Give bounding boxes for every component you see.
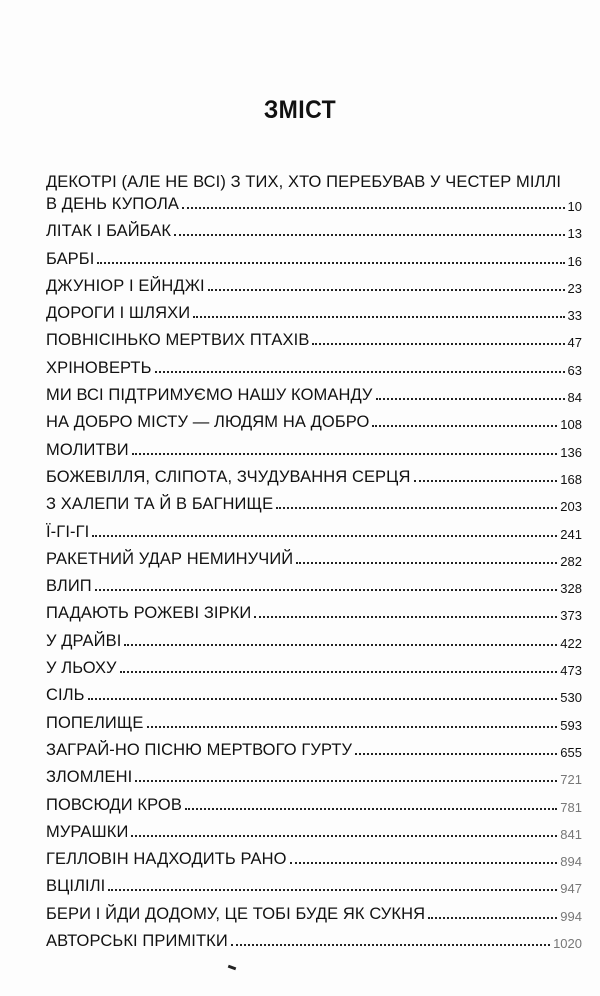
dot-leader [155, 371, 565, 373]
toc-entry-title: СІЛЬ [46, 686, 85, 705]
dot-leader [414, 480, 558, 482]
toc-entry[interactable] [46, 924, 582, 951]
toc-entry-page-number: 13 [567, 226, 582, 242]
table-of-contents [46, 172, 582, 951]
dot-leader [120, 671, 558, 673]
dot-leader [372, 425, 557, 427]
page-title: ЗМІСТ [263, 96, 337, 124]
toc-entry[interactable] [46, 460, 582, 487]
toc-entry-title: ВЦІЛІЛІ [46, 877, 106, 896]
toc-entry[interactable] [46, 678, 582, 705]
toc-entry[interactable] [46, 296, 582, 323]
toc-entry-title: Ї-ГІ-ГІ [46, 522, 90, 541]
toc-entry-title: АВТОРСЬКІ ПРИМІТКИ [46, 932, 228, 951]
dot-leader [124, 644, 557, 646]
toc-entry-page-number: 84 [567, 390, 582, 406]
toc-entry-page-number: 282 [560, 553, 582, 569]
toc-entry-page-number: 947 [560, 881, 582, 897]
toc-entry-page-number: 994 [560, 908, 582, 924]
dot-leader [92, 535, 557, 537]
toc-entry-page-number: 721 [560, 772, 582, 788]
dot-leader [428, 917, 557, 919]
dot-leader [97, 262, 564, 264]
toc-entry-page-number: 203 [560, 499, 582, 515]
toc-entry-page-number: 422 [560, 635, 582, 651]
toc-entry-title: В ДЕНЬ КУПОЛА [46, 195, 180, 213]
toc-entry-title: БЕРИ І ЙДИ ДОДОМУ, ЦЕ ТОБІ БУДЕ ЯК СУКНЯ [46, 904, 426, 923]
toc-entry-page-number: 63 [567, 362, 582, 378]
toc-entry[interactable] [46, 623, 582, 650]
toc-entry[interactable] [46, 787, 582, 814]
dot-leader [296, 562, 557, 564]
toc-entry[interactable] [46, 192, 582, 214]
toc-entry-title: ДЖУНІОР І ЕЙНДЖІ [46, 276, 205, 295]
dot-leader [355, 753, 557, 755]
toc-entry[interactable] [46, 705, 582, 732]
toc-entry-page-number: 328 [560, 581, 582, 597]
toc-entry-title: БОЖЕВІЛЛЯ, СЛІПОТА, ЗЧУДУВАННЯ СЕРЦЯ [46, 467, 411, 486]
toc-entry-page-number: 373 [560, 608, 582, 624]
toc-entry[interactable] [46, 896, 582, 923]
dot-leader [193, 316, 564, 318]
toc-entry-page-number: 241 [560, 526, 582, 542]
toc-entry-title: ПОВСЮДИ КРОВ [46, 795, 182, 814]
toc-entry[interactable] [46, 432, 582, 459]
toc-entry-title: МОЛИТВИ [46, 440, 129, 459]
dot-leader [182, 207, 565, 209]
toc-entry[interactable] [46, 514, 582, 541]
dot-leader [231, 944, 550, 946]
dot-leader [276, 507, 557, 509]
dot-leader [312, 343, 564, 345]
toc-entry-title: ХРІНОВЕРТЬ [46, 358, 152, 377]
toc-entry-title: У ДРАЙВІ [46, 631, 122, 650]
toc-entry-page-number: 530 [560, 690, 582, 706]
toc-entry-title: ПОПЕЛИЩЕ [46, 713, 144, 732]
toc-entry-page-number: 16 [567, 253, 582, 269]
dot-leader [108, 889, 557, 891]
dot-leader [208, 289, 565, 291]
dot-leader [174, 234, 564, 236]
toc-entry-title: ЛІТАК І БАЙБАК [46, 222, 172, 241]
toc-entry[interactable] [46, 842, 582, 869]
toc-entry-page-number: 23 [567, 280, 582, 296]
dot-leader [254, 616, 557, 618]
toc-entry[interactable] [46, 869, 582, 896]
toc-entry[interactable] [46, 350, 582, 377]
toc-entry[interactable] [46, 405, 582, 432]
toc-entry-title: ПОВНІСІНЬКО МЕРТВИХ ПТАХІВ [46, 331, 310, 350]
toc-entry[interactable] [46, 815, 582, 842]
toc-entry[interactable] [46, 651, 582, 678]
dot-leader [185, 808, 557, 810]
dot-leader [147, 726, 558, 728]
toc-entry[interactable] [46, 542, 582, 569]
toc-entry-title: МУРАШКИ [46, 822, 129, 841]
toc-entry-title: ГЕЛЛОВІН НАДХОДИТЬ РАНО [46, 850, 287, 869]
toc-entry-page-number: 841 [560, 826, 582, 842]
toc-entry-page-number: 781 [560, 799, 582, 815]
toc-entry-title: ВЛИП [46, 577, 92, 596]
toc-entry-page-number: 894 [560, 854, 582, 870]
toc-entry-title: ЗЛОМЛЕНІ [46, 768, 133, 787]
toc-entry[interactable] [46, 596, 582, 623]
toc-entry[interactable] [46, 378, 582, 405]
toc-entry-title: МИ ВСІ ПІДТРИМУЄМО НАШУ КОМАНДУ [46, 386, 373, 405]
toc-entry-page-number: 108 [560, 417, 582, 433]
toc-entry[interactable] [46, 269, 582, 296]
dot-leader [135, 780, 557, 782]
dot-leader [95, 589, 558, 591]
dot-leader [132, 453, 558, 455]
toc-entry[interactable] [46, 214, 582, 241]
toc-entry-title: НА ДОБРО МІСТУ — ЛЮДЯМ НА ДОБРО [46, 413, 370, 432]
toc-entry-page-number: 593 [560, 717, 582, 733]
print-mark [228, 965, 237, 971]
dot-leader [131, 835, 557, 837]
toc-entry-page-number: 136 [560, 444, 582, 460]
toc-entry-title: ЗАГРАЙ-НО ПІСНЮ МЕРТВОГО ГУРТУ [46, 740, 353, 759]
dot-leader [290, 862, 558, 864]
toc-entry-title: У ЛЬОХУ [46, 659, 117, 678]
toc-entry-title: ПАДАЮТЬ РОЖЕВІ ЗІРКИ [46, 604, 252, 623]
toc-entry-page-number: 33 [567, 308, 582, 324]
toc-entry[interactable] [46, 487, 582, 514]
toc-entry-page-number: 473 [560, 663, 582, 679]
toc-entry-title: РАКЕТНИЙ УДАР НЕМИНУЧИЙ [46, 549, 294, 568]
toc-entry[interactable] [46, 323, 582, 350]
dot-leader [376, 398, 565, 400]
toc-entry-title: З ХАЛЕПИ ТА Й В БАГНИЩЕ [46, 495, 274, 514]
toc-entry[interactable] [46, 760, 582, 787]
toc-entry[interactable] [46, 733, 582, 760]
toc-entry[interactable] [46, 241, 582, 268]
toc-entry-title: ДОРОГИ І ШЛЯХИ [46, 304, 191, 323]
toc-entry-page-number: 10 [567, 199, 582, 214]
toc-entry[interactable] [46, 569, 582, 596]
toc-entry-page-number: 47 [567, 335, 582, 351]
toc-entry-page-number: 655 [560, 744, 582, 760]
dot-leader [88, 698, 558, 700]
toc-entry-page-number: 1020 [553, 936, 582, 952]
toc-entry-lead-line: ДЕКОТРІ (АЛЕ НЕ ВСІ) З ТИХ, ХТО ПЕРЕБУВАВ У ЧЕСТЕР МІЛЛІ [46, 173, 562, 191]
toc-entry-page-number: 168 [560, 471, 582, 487]
toc-entry-title: БАРБІ [46, 249, 95, 268]
